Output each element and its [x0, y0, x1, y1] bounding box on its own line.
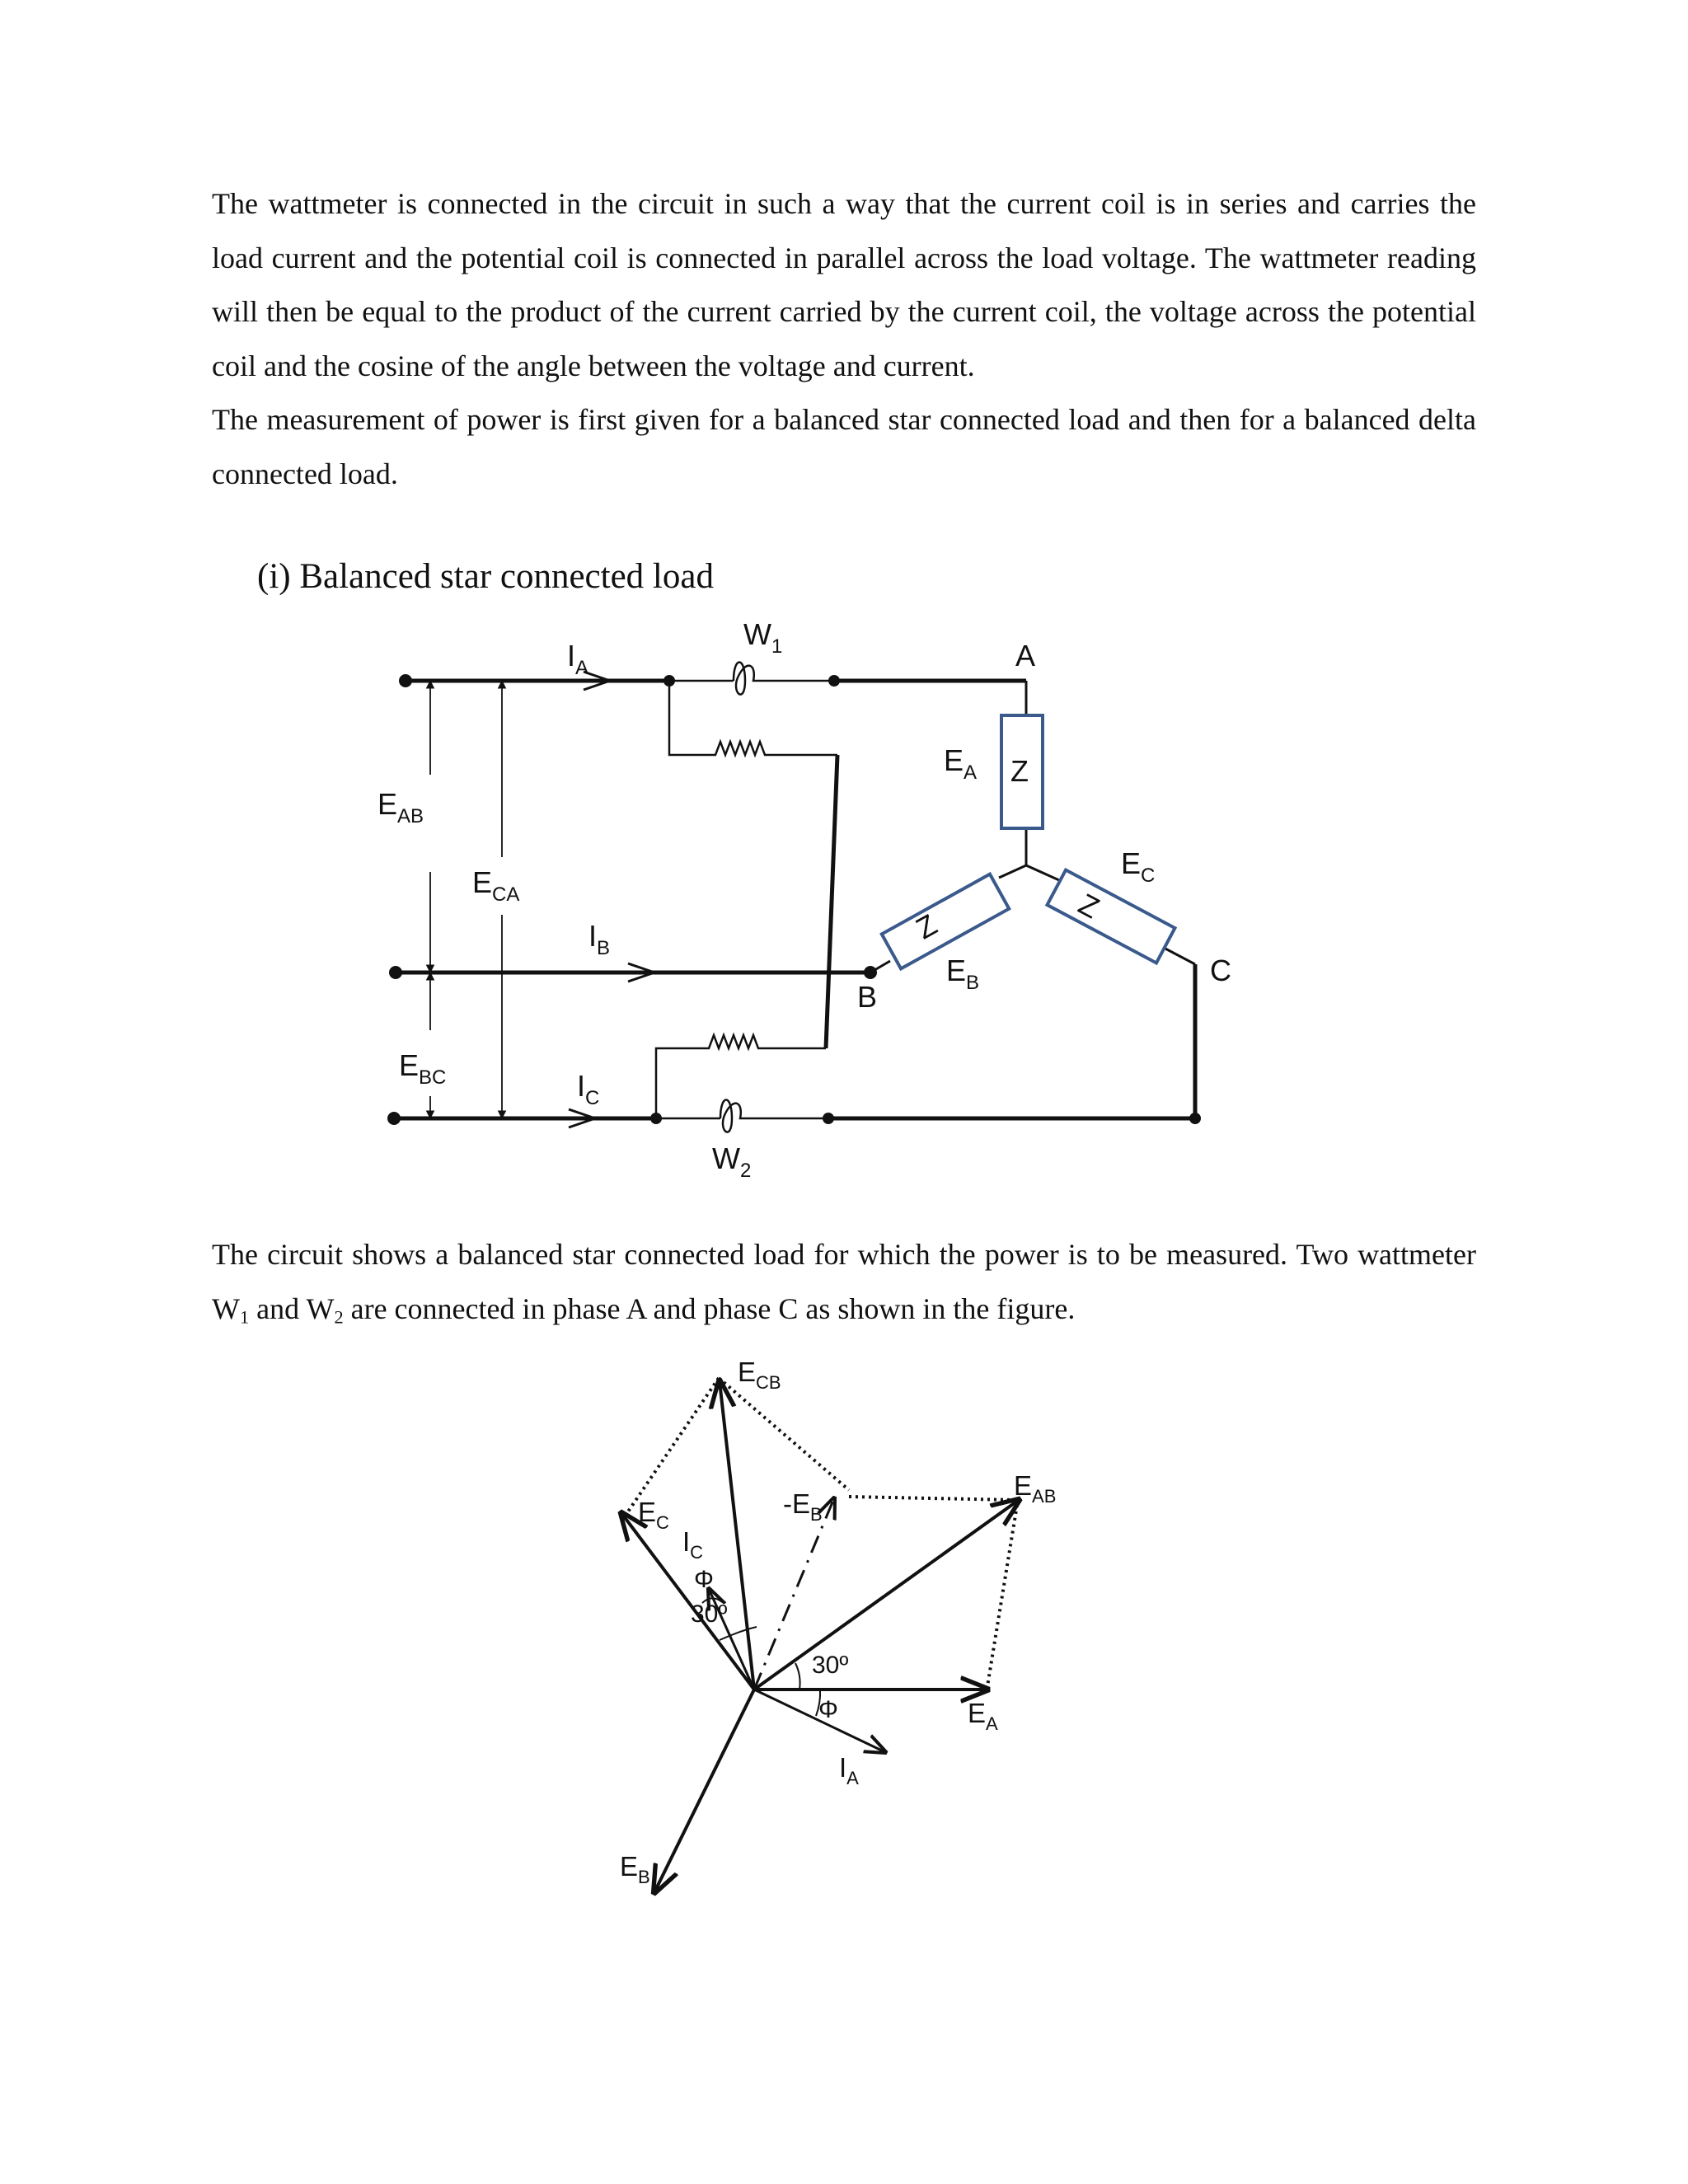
phasor-label-ic: $I_C$: [682, 1526, 704, 1563]
label-ib: $I_B$: [588, 919, 611, 959]
label-w1: $W_1$: [743, 617, 783, 658]
label-eb-circuit: $E_B$: [946, 954, 980, 994]
w1-potential-coil: [669, 681, 837, 755]
vector-eb: [654, 1690, 754, 1892]
label-eca: $E_{CA}$: [472, 865, 520, 906]
dotted-ecb-to-negeb: [719, 1378, 849, 1490]
label-ea: $E_A$: [944, 743, 978, 784]
impedance-b: [882, 874, 1009, 969]
section-heading: (i) Balanced star connected load: [257, 557, 714, 596]
arc-30-left: [720, 1627, 757, 1640]
phasor-label-30-left: 30º: [691, 1601, 728, 1628]
label-node-c: C: [1210, 954, 1231, 987]
label-eab: $E_{AB}$: [377, 787, 424, 827]
impedance-c: [1048, 870, 1175, 963]
w2-potential-coil: [656, 1035, 826, 1118]
phasor-label-neg-eb: $-E_B$: [783, 1488, 823, 1525]
paragraph-measurement-intro: The measurement of power is first given for a balanced star connected load and then for a balanced delta connected load.: [212, 403, 1476, 490]
phasor-labels: [620, 1357, 1056, 1887]
phasor-label-eb: $E_B$: [620, 1851, 650, 1887]
phasor-label-ec: $E_C$: [638, 1497, 669, 1533]
phasor-label-phi: Φ: [818, 1696, 838, 1723]
label-ec-circuit: $E_C$: [1121, 846, 1156, 887]
phasor-label-eab: $E_{AB}$: [1014, 1470, 1057, 1507]
label-w2: $W_2$: [712, 1141, 752, 1182]
dotted-ec-to-ecb: [625, 1378, 719, 1516]
paragraph-circuit-description: The circuit shows a balanced star connected load for which the power is to be measured. Two wattmeter $W_1$ and $W_2$ are connected in phase A and phase C as shown in the figure.: [212, 1238, 1476, 1328]
phasor-label-ea: $E_A$: [968, 1698, 998, 1734]
dotted-eab-to-ea: [987, 1505, 1017, 1686]
label-ebc: $E_{BC}$: [399, 1048, 447, 1089]
vector-ecb: [720, 1381, 754, 1690]
phasor-diagram: [621, 1378, 1019, 1892]
label-z-a: Z: [1010, 754, 1029, 788]
label-ia: $I_A$: [567, 639, 589, 679]
phasor-label-ia: $I_A$: [839, 1752, 859, 1788]
label-z-b: Z: [910, 907, 943, 946]
dotted-negeb-to-eab: [849, 1497, 1014, 1500]
label-node-a: A: [1015, 639, 1036, 673]
paragraph-wattmeter-connection: The wattmeter is connected in the circuit in such a way that the current coil is in series and carries the load current and the potential coil is connected in parallel across the load voltage. The wattmeter reading will then be equal to the product of the current carried by the current coil, the voltage across the potential coil and the cosine of the angle between the voltage and current.: [212, 187, 1476, 382]
w2-current-coil: [656, 1100, 828, 1132]
label-node-b: B: [857, 980, 878, 1014]
label-ic: $I_C$: [577, 1069, 600, 1109]
phasor-label-phi-left: Φ: [694, 1566, 714, 1593]
arc-30-right: [795, 1663, 800, 1690]
w1-current-coil: [666, 663, 834, 695]
label-z-c: Z: [1073, 886, 1105, 926]
phasor-label-30: 30º: [812, 1652, 849, 1679]
phasor-label-ecb: $E_{CB}$: [738, 1357, 781, 1393]
